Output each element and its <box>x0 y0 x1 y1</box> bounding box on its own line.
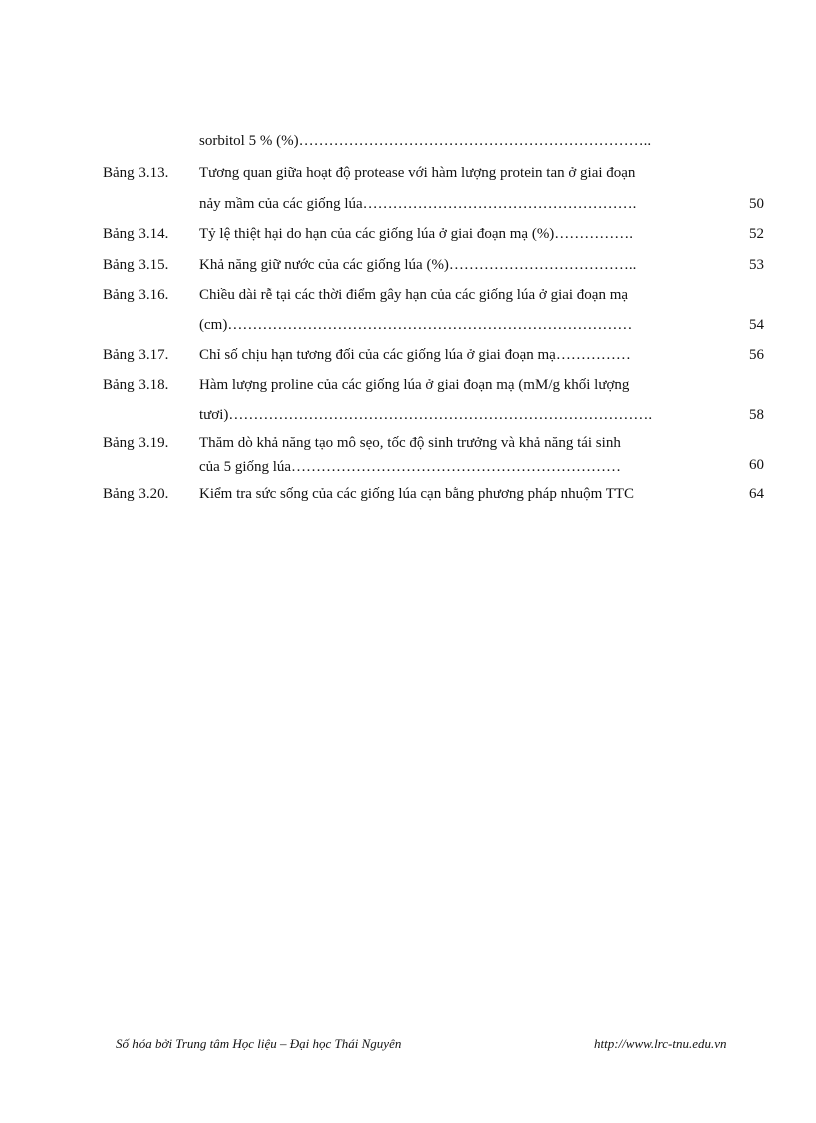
toc-entry-page: 64 <box>749 486 764 502</box>
footer-url[interactable]: http://www.lrc-tnu.edu.vn <box>594 1036 727 1051</box>
toc-entry-text: Kiểm tra sức sống của các giống lúa cạn bằng phương pháp nhuộm TTC <box>199 486 635 502</box>
toc-entry-text: (cm)……………………………………………………………………… <box>199 317 633 333</box>
toc-entry-label: Bảng 3.14. <box>103 226 169 242</box>
toc-entry-text: của 5 giống lúa………………………………………………………… <box>199 459 622 475</box>
toc-entry-page: 52 <box>749 226 764 242</box>
toc-entry-label: Bảng 3.18. <box>103 377 169 393</box>
toc-entry-label: Bảng 3.19. <box>103 435 169 451</box>
toc-entry-page: 58 <box>749 407 764 423</box>
toc-entry-text: Thăm dò khả năng tạo mô sẹo, tốc độ sinh trưởng và khả năng tái sinh <box>199 435 621 451</box>
toc-entry-text: Khả năng giữ nước của các giống lúa (%)……………………………….. <box>199 257 637 273</box>
toc-entry-text: sorbitol 5 % (%)…………………………………………………………….. <box>199 133 652 149</box>
toc-entry-text: Tỷ lệ thiệt hại do hạn của các giống lúa ở giai đoạn mạ (%)……………. <box>199 226 634 242</box>
toc-entry-text: nảy mầm của các giống lúa………………………………………………. <box>199 196 637 212</box>
toc-entry-text: Hàm lượng proline của các giống lúa ở giai đoạn mạ (mM/g khối lượng <box>199 377 630 393</box>
toc-entry-label: Bảng 3.20. <box>103 486 169 502</box>
toc-entry-label: Bảng 3.13. <box>103 165 169 181</box>
toc-entry-label: Bảng 3.17. <box>103 347 169 363</box>
toc-entry-page: 54 <box>749 317 764 333</box>
toc-entry-text: Chiều dài rễ tại các thời điểm gây hạn của các giống lúa ở giai đoạn mạ <box>199 287 629 303</box>
toc-entry-page: 53 <box>749 257 764 273</box>
toc-entry-text: Tương quan giữa hoạt độ protease với hàm lượng protein tan ở giai đoạn <box>199 165 636 181</box>
toc-entry-page: 56 <box>749 347 764 363</box>
toc-entry-label: Bảng 3.16. <box>103 287 169 303</box>
toc-entry-text: tươi)…………………………………………………………………………. <box>199 407 653 423</box>
toc-entry-text: Chỉ số chịu hạn tương đối của các giống lúa ở giai đoạn mạ…………… <box>199 347 631 363</box>
toc-entry-page: 60 <box>749 457 764 473</box>
toc-entry-page: 50 <box>749 196 764 212</box>
footer-digitized-by: Số hóa bởi Trung tâm Học liệu – Đại học Thái Nguyên <box>116 1036 402 1051</box>
toc-entry-label: Bảng 3.15. <box>103 257 169 273</box>
